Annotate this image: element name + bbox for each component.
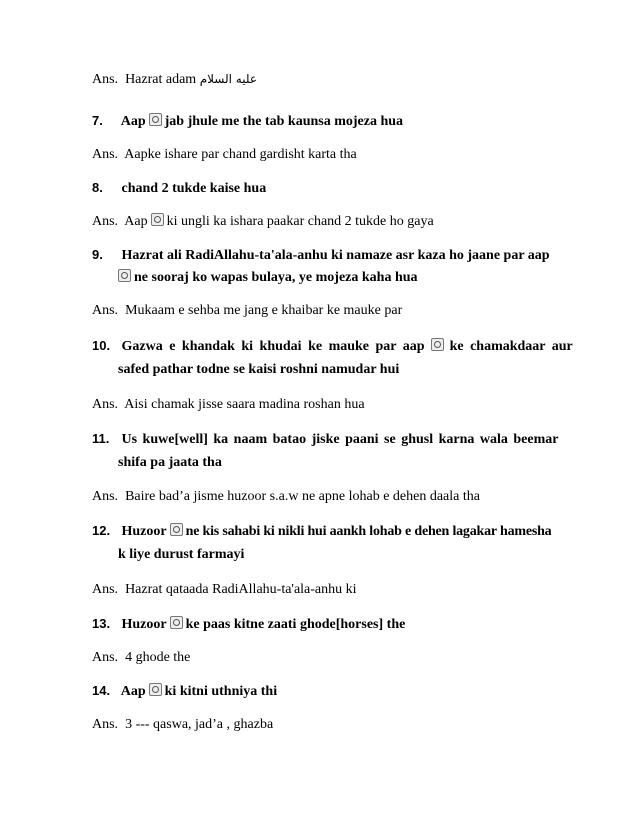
honorific-icon	[431, 338, 444, 351]
question-text: Aap	[120, 684, 146, 699]
question-number: 12.	[92, 523, 111, 538]
question-text: ne kis sahabi ki nikli hui aankh lohab e dehen lagakar hamesha	[185, 524, 552, 539]
question-number: 8.	[92, 180, 103, 195]
question-text: Aap	[120, 114, 146, 129]
question-11	[92, 430, 558, 449]
answer-text: Hazrat qataada RadiAllahu-ta'ala-anhu ki	[125, 582, 357, 597]
honorific-icon	[170, 523, 183, 536]
answer-label: Ans.	[92, 72, 119, 87]
answer-7	[92, 146, 357, 164]
question-text: chand 2 tukde kaise hua	[121, 181, 267, 196]
question-number: 14.	[92, 683, 111, 698]
question-11-cont	[118, 454, 222, 472]
answer-9	[92, 302, 402, 320]
question-9-cont	[118, 269, 418, 287]
question-number: 7.	[92, 113, 103, 128]
question-text: shifa pa jaata tha	[118, 455, 222, 470]
question-text: k liye durust farmayi	[118, 547, 245, 562]
answer-label: Ans.	[92, 650, 119, 665]
question-number: 11.	[92, 431, 110, 446]
answer-text: ki ungli ka ishara paakar chand 2 tukde ho gaya	[166, 214, 434, 229]
question-12-cont	[118, 546, 244, 564]
honorific-icon	[149, 683, 162, 696]
arabic-text: عليه السلام	[199, 72, 257, 86]
answer-label: Ans.	[92, 397, 119, 412]
question-text: Gazwa e khandak ki khudai ke mauke par aap	[121, 339, 425, 354]
honorific-icon	[151, 213, 164, 226]
question-text: ke chamakdaar aur	[449, 339, 573, 354]
question-10-cont	[118, 361, 399, 379]
question-13	[92, 615, 405, 634]
answer-text: Hazrat adam	[125, 72, 197, 87]
question-text: Huzoor	[121, 617, 167, 632]
question-number: 9.	[92, 247, 103, 262]
answer-text: 4 ghode the	[125, 650, 191, 665]
question-7	[92, 112, 403, 131]
question-14	[92, 682, 277, 701]
answer-12	[92, 581, 357, 599]
question-number: 10.	[92, 338, 111, 353]
answer-text: Aisi chamak jisse saara madina roshan hua	[124, 397, 365, 412]
answer-8	[92, 213, 434, 231]
question-text: Huzoor	[121, 524, 167, 539]
question-text: Hazrat ali RadiAllahu-ta'ala-anhu ki namaze asr kaza ho jaane par aap	[121, 248, 550, 263]
answer-line	[92, 70, 257, 89]
answer-label: Ans.	[92, 717, 119, 732]
answer-text: Aapke ishare par chand gardisht karta tha	[124, 147, 357, 162]
question-text: Us kuwe[well] ka naam batao jiske paani se ghusl karna wala beemar	[121, 432, 559, 447]
answer-11	[92, 488, 480, 506]
answer-label: Ans.	[92, 147, 119, 162]
answer-label: Ans.	[92, 582, 119, 597]
answer-label: Ans.	[92, 303, 119, 318]
question-8	[92, 179, 266, 198]
answer-text: Baire bad’a jisme huzoor s.a.w ne apne lohab e dehen daala tha	[125, 489, 480, 504]
question-9	[92, 246, 550, 265]
question-text: safed pathar todne se kaisi roshni namudar hui	[118, 362, 400, 377]
answer-label: Ans.	[92, 489, 119, 504]
question-number: 13.	[92, 616, 111, 631]
answer-text: Aap	[124, 214, 148, 229]
answer-14	[92, 716, 273, 734]
answer-13	[92, 649, 190, 667]
honorific-icon	[118, 269, 131, 282]
honorific-icon	[149, 113, 162, 126]
question-text: jab jhule me the tab kaunsa mojeza hua	[164, 114, 404, 129]
question-text: ki kitni uthniya thi	[164, 684, 278, 699]
answer-10	[92, 396, 365, 414]
honorific-icon	[170, 616, 183, 629]
question-text: ke paas kitne zaati ghode[horses] the	[185, 617, 406, 632]
question-text: ne sooraj ko wapas bulaya, ye mojeza kaha hua	[134, 270, 418, 285]
question-12	[92, 522, 551, 541]
answer-label: Ans.	[92, 214, 119, 229]
answer-text: Mukaam e sehba me jang e khaibar ke mauke par	[125, 303, 403, 318]
question-10	[92, 337, 573, 356]
answer-text: 3 --- qaswa, jad’a , ghazba	[125, 717, 274, 732]
